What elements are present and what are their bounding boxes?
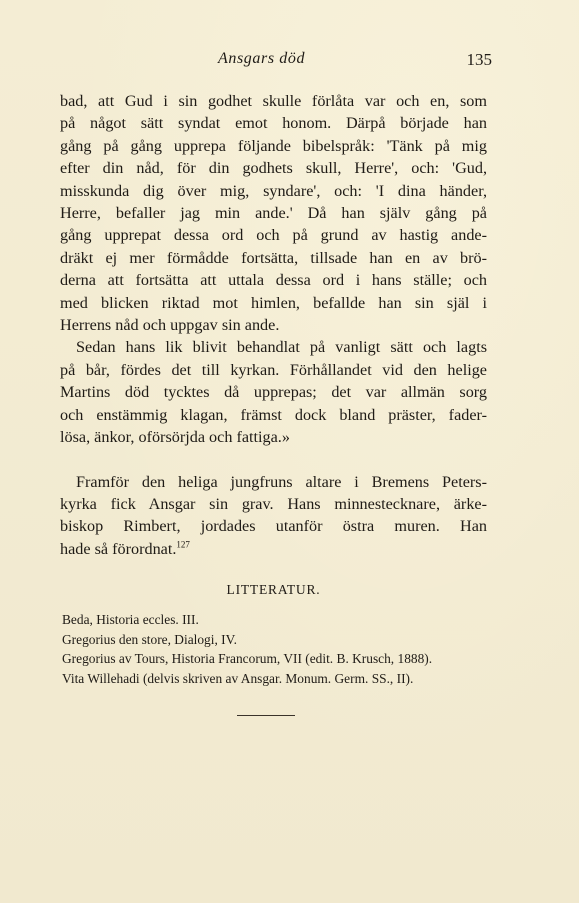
- text-line: bad, att Gud i sin godhet skulle förlåta var och en, som: [60, 92, 487, 110]
- page-header: [60, 50, 492, 72]
- text-line: efter din nåd, för din godhets skull, Herre', och: 'Gud,: [60, 159, 487, 178]
- text-line: lösa, änkor, oförsörjda och fattiga.»: [60, 428, 290, 447]
- text-line: derna att fortsätta att uttala dessa ord i hans ställe; och: [60, 271, 487, 290]
- page-number: 135: [466, 50, 492, 69]
- literature-list: [62, 610, 502, 688]
- paragraph-1: [60, 90, 487, 336]
- text-line: gång upprepat dessa ord och på grund av hastig ande-: [60, 226, 487, 245]
- text-line: [60, 538, 487, 560]
- text-line: Herre, befaller jag min ande.' Då han själv gång på: [60, 204, 487, 223]
- body-text: [60, 90, 487, 560]
- paragraph-gap: [60, 449, 487, 471]
- literature-item: Gregorius den store, Dialogi, IV.: [62, 631, 237, 647]
- text-line-content: hade så förordnat.: [60, 539, 177, 558]
- text-line: Martins död tycktes då upprepas; det var allmän sorg: [60, 383, 487, 402]
- literature-item: Gregorius av Tours, Historia Francorum, VII (edit. B. Krusch, 1888).: [62, 651, 433, 667]
- literature-item: Beda, Historia eccles. III.: [62, 612, 199, 627]
- text-line: dräkt ej mer förmådde fortsätta, tillsade han en av brö-: [60, 248, 487, 267]
- text-line: på något sätt syndat emot honom. Därpå började han: [60, 114, 487, 133]
- text-line: biskop Rimbert, jordades utanför östra muren. Han: [60, 517, 487, 536]
- paragraph-2: [60, 336, 487, 448]
- text-line: Framför den heliga jungfruns altare i Bremens Peters-: [76, 472, 487, 491]
- literature-heading: LITTERATUR.: [226, 582, 321, 597]
- text-line: på bår, fördes det till kyrkan. Förhållandet vid den helige: [60, 360, 487, 379]
- text-line: Herrens nåd och uppgav sin ande.: [60, 316, 280, 335]
- footnote-reference: 127: [176, 539, 190, 550]
- literature-item: Vita Willehadi (delvis skriven av Ansgar. Monum. Germ. SS., II).: [62, 670, 414, 686]
- paragraph-3: [60, 471, 487, 561]
- text-line: gång på gång upprepa följande bibelspråk: 'Tänk på mig: [60, 136, 487, 155]
- text-line: med blicken riktad mot himlen, befallde han sin själ i: [60, 293, 487, 312]
- text-line: och enstämmig klagan, främst dock bland präster, fader-: [60, 405, 487, 424]
- running-head: Ansgars död: [218, 50, 306, 67]
- text-line: kyrka fick Ansgar sin grav. Hans minnestecknare, ärke-: [60, 494, 487, 513]
- text-line: misskunda dig över mig, syndare', och: 'I dina händer,: [60, 181, 487, 200]
- text-line: Sedan hans lik blivit behandlat på vanligt sätt och lagts: [76, 338, 487, 357]
- section-divider: [237, 715, 295, 716]
